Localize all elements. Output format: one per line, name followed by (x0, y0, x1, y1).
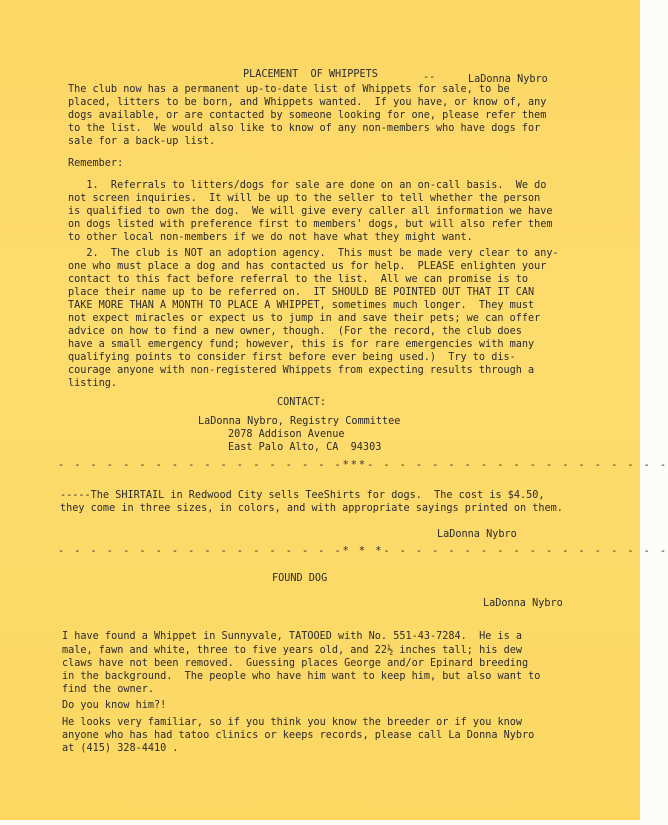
item2-line: TAKE MORE THAN A MONTH TO PLACE A WHIPPET, sometimes much longer. They must (68, 300, 535, 311)
found-dog-title: FOUND DOG (272, 573, 328, 584)
placement-title: PLACEMENT OF WHIPPETS (243, 69, 378, 80)
intro-line: sale for a back-up list. (68, 136, 216, 147)
contact-line: East Palo Alto, CA 94303 (228, 442, 382, 453)
intro-line: dogs available, or are contacted by someone looking for one, please refer them (68, 110, 547, 121)
item1-line: not screen inquiries. It will be up to the seller to tell whether the person (68, 193, 541, 204)
found-dog-author: LaDonna Nybro (483, 598, 563, 609)
item1-line: 1. Referrals to litters/dogs for sale are done on an on-call basis. We do (68, 180, 547, 191)
dashed-divider: - - - - - - - - - - - - - - - - - -***- - - - - - - - - - - - - - - - - - - (58, 460, 668, 471)
shirtail-line: they come in three sizes, in colors, and with appropriate sayings printed on them. (60, 503, 563, 514)
intro-line: placed, litters to be born, and Whippets wanted. If you have, or know of, any (68, 97, 547, 108)
found-dog-line: anyone who has had tatoo clinics or keeps records, please call La Donna Nybro (62, 730, 535, 741)
item2-line: place their name up to be referred on. IT SHOULD BE POINTED OUT THAT IT CAN (68, 287, 535, 298)
found-dog-line: male, fawn and white, three to five years old, and 22½ inches tall; his dew (62, 645, 523, 656)
remember-label: Remember: (68, 158, 124, 169)
found-dog-line: find the owner. (62, 684, 155, 695)
item2-line: have a small emergency fund; however, this is for rare emergencies with many (68, 339, 535, 350)
item2-line: advice on how to find a new owner, though. (For the record, the club does (68, 326, 522, 337)
item2-line: courage anyone with non-registered Whippets from expecting results through a (68, 365, 535, 376)
item2-line: contact to this fact before referral to the list. All we can promise is to (68, 274, 529, 285)
shirtail-author: LaDonna Nybro (437, 529, 517, 540)
item2-line: 2. The club is NOT an adoption agency. This must be made very clear to any- (68, 248, 559, 259)
contact-label: CONTACT: (277, 397, 327, 408)
placement-author: LaDonna Nybro (468, 74, 548, 85)
item2-line: one who must place a dog and has contacted us for help. PLEASE enlighten your (68, 261, 547, 272)
shirtail-line: -----The SHIRTAIL in Redwood City sells TeeShirts for dogs. The cost is $4.50, (60, 490, 545, 501)
found-dog-question: Do you know him?! (62, 700, 167, 711)
item2-line: listing. (68, 378, 118, 389)
intro-line: to the list. We would also like to know of any non-members who have dogs for (68, 123, 541, 134)
found-dog-line: at (415) 328-4410 . (62, 743, 179, 754)
item2-line: qualifying points to consider first before ever being used.) Try to dis- (68, 352, 516, 363)
item1-line: to other local non-members if we do not have what they might want. (68, 232, 473, 243)
contact-line: LaDonna Nybro, Registry Committee (198, 416, 401, 427)
title-separator: -- (423, 72, 436, 83)
contact-line: 2078 Addison Avenue (228, 429, 345, 440)
item1-line: on dogs listed with preference first to members' dogs, but will also refer them (68, 219, 553, 230)
found-dog-line: in the background. The people who have him want to keep him, but also want to (62, 671, 541, 682)
item1-line: is qualified to own the dog. We will give every caller all information we have (68, 206, 553, 217)
dashed-divider: - - - - - - - - - - - - - - - - - -* * *- - - - - - - - - - - - - - - - - - (58, 546, 668, 557)
found-dog-line: He looks very familiar, so if you think you know the breeder or if you know (62, 717, 523, 728)
found-dog-line: I have found a Whippet in Sunnyvale, TATOOED with No. 551-43-7284. He is a (62, 631, 523, 642)
item2-line: not expect miracles or expect us to jump in and save their pets; we can offer (68, 313, 541, 324)
found-dog-line: claws have not been removed. Guessing places George and/or Epinard breeding (62, 658, 529, 669)
intro-line: The club now has a permanent up-to-date list of Whippets for sale, to be (68, 84, 510, 95)
